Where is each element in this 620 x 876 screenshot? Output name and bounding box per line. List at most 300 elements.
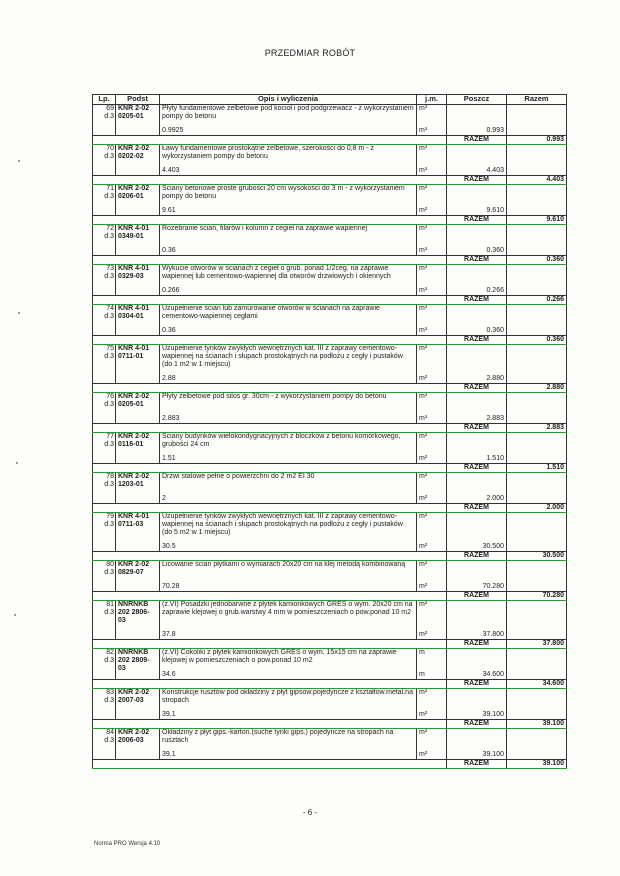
sum-row: [93, 384, 567, 393]
item-number: 69: [106, 105, 114, 112]
item-prefix: d.3: [104, 697, 114, 704]
unit-calc: m²: [419, 375, 428, 382]
item-calculation: 34.6: [162, 671, 176, 678]
norm-position: 202 2809-03: [118, 657, 150, 672]
partial-quantity: 0.266: [486, 287, 504, 294]
cell-razem-empty: [507, 225, 567, 256]
cell-opis: [160, 145, 417, 176]
unit-calc: m: [419, 671, 425, 678]
cell-poszcz: [447, 185, 507, 216]
sum-row: [93, 552, 567, 561]
cell-podst: [116, 185, 160, 216]
unit: m²: [419, 513, 428, 520]
item-description: Licowanie ścian płytkami o wymiarach 20x20 cm na klej metodą kombinowaną: [162, 561, 406, 568]
partial-quantity: 2.000: [486, 495, 504, 502]
razem-label: RAZEM: [447, 176, 507, 185]
razem-label: RAZEM: [447, 384, 507, 393]
razem-label: RAZEM: [447, 424, 507, 433]
cell-jm: [417, 513, 447, 552]
item-description: Okładziny z płyt gips.-karton.(suche tynki gips.) pojedyncze na stropach na rusztach: [162, 729, 394, 744]
norm-code: KNR 2-02: [118, 145, 150, 152]
cell-lp: [93, 185, 116, 216]
partial-quantity: 39.100: [482, 711, 504, 718]
item-calculation: 0.36: [162, 327, 176, 334]
sum-row: [93, 680, 567, 689]
cell-opis: [160, 305, 417, 336]
cell-razem-empty: [507, 433, 567, 464]
unit: m²: [419, 601, 428, 608]
cell-lp: [93, 689, 116, 720]
unit-calc: m²: [419, 751, 428, 758]
item-calculation: 0.9925: [162, 127, 184, 134]
norm-position: 0304-01: [118, 313, 144, 320]
item-calculation: 0.266: [162, 287, 180, 294]
cell-podst: [116, 305, 160, 336]
norm-position: 0205-01: [118, 113, 144, 120]
cell-lp: [93, 345, 116, 384]
norm-code: KNR 2-02: [118, 185, 150, 192]
unit: m²: [419, 345, 428, 352]
item-prefix: d.3: [104, 233, 114, 240]
razem-value: 4.403: [507, 176, 567, 185]
cell-poszcz: [447, 345, 507, 384]
cell-lp: [93, 729, 116, 760]
cell-opis: [160, 513, 417, 552]
unit: m³: [419, 305, 428, 312]
table-row: [93, 561, 567, 592]
table-row: [93, 305, 567, 336]
partial-quantity: 4.403: [486, 167, 504, 174]
item-prefix: d.3: [104, 657, 114, 664]
cell-razem-empty: [507, 105, 567, 136]
table-row: [93, 689, 567, 720]
unit-calc: m²: [419, 543, 428, 550]
norm-code: KNR 2-02: [118, 393, 150, 400]
cell-razem-empty: [507, 513, 567, 552]
unit: m³: [419, 393, 428, 400]
norm-code: NNRNKB: [118, 649, 149, 656]
item-description: Ławy fundamentowe prostokątne żelbetowe, szerokości do 0,8 m - z wykorzystaniem pompy do betonu: [162, 145, 375, 160]
razem-label: RAZEM: [447, 296, 507, 305]
table-row: [93, 601, 567, 640]
razem-value: 70.280: [507, 592, 567, 601]
norm-position: 1203-01: [118, 481, 144, 488]
item-prefix: d.3: [104, 113, 114, 120]
cell-razem-empty: [507, 729, 567, 760]
cell-lp: [93, 433, 116, 464]
unit: m³: [419, 265, 428, 272]
cell-jm: [417, 689, 447, 720]
item-calculation: 70.28: [162, 583, 180, 590]
sum-row: [93, 256, 567, 265]
cell-jm: [417, 265, 447, 296]
cell-jm: [417, 185, 447, 216]
razem-label: RAZEM: [447, 680, 507, 689]
item-description: Rozebranie ścian, filarów i kolumn z cegieł na zaprawie wapiennej: [162, 225, 368, 232]
item-calculation: 2.88: [162, 375, 176, 382]
cell-podst: [116, 689, 160, 720]
unit: m²: [419, 729, 428, 736]
item-number: 84: [106, 729, 114, 736]
norm-code: KNR 2-02: [118, 729, 150, 736]
razem-label: RAZEM: [447, 336, 507, 345]
razem-value: 2.880: [507, 384, 567, 393]
cell-opis: [160, 185, 417, 216]
item-number: 83: [106, 689, 114, 696]
item-prefix: d.3: [104, 441, 114, 448]
cell-podst: [116, 225, 160, 256]
cell-jm: [417, 225, 447, 256]
item-number: 76: [106, 393, 114, 400]
cell-jm: [417, 105, 447, 136]
norm-position: 0349-01: [118, 233, 144, 240]
item-prefix: d.3: [104, 353, 114, 360]
item-description: Płyty fundamentowe żelbetowe pod kocioł i pod podgrzewacz - z wykorzystaniem pompy do betonu: [162, 105, 414, 120]
cell-opis: [160, 433, 417, 464]
razem-value: 2.000: [507, 504, 567, 513]
item-description: Wykucie otworów w ścianach z cegieł o grub. ponad 1/2ceg. na zaprawie wapiennej lub cementowo-wapiennej dla otworów drzwiowych i okiennych: [162, 265, 391, 280]
unit: m³: [419, 145, 428, 152]
cell-lp: [93, 393, 116, 424]
razem-value: 9.610: [507, 216, 567, 225]
table-row: [93, 729, 567, 760]
item-number: 72: [106, 225, 114, 232]
cell-jm: [417, 145, 447, 176]
item-number: 70: [106, 145, 114, 152]
unit-calc: m²: [419, 455, 428, 462]
item-description: Uzupełnienie tynków zwykłych wewnętrznych kat. III z zaprawy cementowo-wapiennej na ścianach i słupach prostokątnych na podłożu z cegły i pustaków (do 1 m2 w 1 miejscu): [162, 345, 403, 368]
table-row: [93, 265, 567, 296]
cell-podst: [116, 105, 160, 136]
cell-podst: [116, 473, 160, 504]
table-row: [93, 225, 567, 256]
cell-lp: [93, 145, 116, 176]
unit: m²: [419, 185, 428, 192]
item-prefix: d.3: [104, 193, 114, 200]
partial-quantity: 34.600: [482, 671, 504, 678]
cell-poszcz: [447, 601, 507, 640]
cell-razem-empty: [507, 601, 567, 640]
cell-poszcz: [447, 561, 507, 592]
item-description: Konstrukcje rusztów pod okładziny z płyt gipsow.pojedyncze z kształtow.metal.na stropach: [162, 689, 413, 704]
table-row: [93, 649, 567, 680]
cell-podst: [116, 433, 160, 464]
cell-lp: [93, 601, 116, 640]
razem-value: 0.360: [507, 256, 567, 265]
header-podst: Podst: [116, 95, 160, 105]
razem-value: 0.360: [507, 336, 567, 345]
document-title: PRZEDMIAR ROBÓT: [264, 48, 356, 58]
item-prefix: d.3: [104, 481, 114, 488]
norm-position: 0116-01: [118, 441, 144, 448]
norm-code: KNR 4-01: [118, 225, 150, 232]
cell-poszcz: [447, 513, 507, 552]
item-number: 74: [106, 305, 114, 312]
unit-calc: m³: [419, 127, 428, 134]
razem-label: RAZEM: [447, 216, 507, 225]
item-number: 80: [106, 561, 114, 568]
cell-lp: [93, 473, 116, 504]
cell-podst: [116, 345, 160, 384]
cell-poszcz: [447, 433, 507, 464]
sum-row: [93, 504, 567, 513]
razem-value: 0.266: [507, 296, 567, 305]
cell-podst: [116, 265, 160, 296]
margin-mark: [18, 160, 20, 162]
margin-mark: [18, 312, 20, 314]
item-calculation: 39.1: [162, 751, 176, 758]
norm-position: 2006-03: [118, 737, 144, 744]
cell-opis: [160, 689, 417, 720]
partial-quantity: 1.510: [486, 455, 504, 462]
sum-row: [93, 592, 567, 601]
item-description: Płyty żelbetowe pod silos gr. 30cm - z wykorzystaniem pompy do betonu: [162, 393, 387, 400]
item-description: Uzupełnienie ścian lub zamurowanie otworów w ścianach na zaprawie cementowo-wapiennej cegłami: [162, 305, 380, 320]
unit-calc: m²: [419, 711, 428, 718]
page-number: - 6 -: [302, 808, 318, 817]
cell-opis: [160, 729, 417, 760]
sum-row: [93, 424, 567, 433]
norm-code: KNR 4-01: [118, 265, 150, 272]
cell-opis: [160, 473, 417, 504]
norm-code: KNR 2-02: [118, 433, 150, 440]
cell-jm: [417, 345, 447, 384]
item-description: (z.VI) Cokoliki z płytek kamionkowych GRES o wym. 15x15 cm na zaprawie klejowej w pomieszczeniach o pow.ponad 10 m2: [162, 649, 397, 664]
cell-jm: [417, 393, 447, 424]
cell-podst: [116, 649, 160, 680]
item-description: Uzupełnienie tynków zwykłych wewnętrznych kat. III z zaprawy cementowo-wapiennej na ścianach i słupach prostokątnych na podłożu z cegły i pustaków (do 5 m2 w 1 miejscu): [162, 513, 403, 536]
partial-quantity: 37.800: [482, 631, 504, 638]
partial-quantity: 0.993: [486, 127, 504, 134]
cell-lp: [93, 225, 116, 256]
cell-lp: [93, 513, 116, 552]
item-description: Drzwi stalowe pełne o powierzchni do 2 m2 EI 30: [162, 473, 315, 480]
sum-row: [93, 640, 567, 649]
item-description: Ściany betonowe proste grubości 20 cm wysokości do 3 m - z wykorzystaniem pompy do betonu: [162, 185, 405, 200]
cell-poszcz: [447, 145, 507, 176]
cell-razem-empty: [507, 305, 567, 336]
sum-row: [93, 216, 567, 225]
razem-label: RAZEM: [447, 640, 507, 649]
cell-razem-empty: [507, 145, 567, 176]
razem-value: 37.800: [507, 640, 567, 649]
unit: m²: [419, 561, 428, 568]
item-calculation: 9.61: [162, 207, 176, 214]
cell-podst: [116, 561, 160, 592]
sum-row: [93, 760, 567, 769]
table-row: [93, 393, 567, 424]
table-row: [93, 185, 567, 216]
norm-code: NNRNKB: [118, 601, 149, 608]
norm-position: 0202-02: [118, 153, 144, 160]
item-calculation: 30.5: [162, 543, 176, 550]
razem-label: RAZEM: [447, 760, 507, 769]
norm-code: KNR 2-02: [118, 105, 150, 112]
partial-quantity: 70.280: [482, 583, 504, 590]
sum-row: [93, 176, 567, 185]
unit-calc: m²: [419, 583, 428, 590]
sum-row: [93, 464, 567, 473]
partial-quantity: 30.500: [482, 543, 504, 550]
unit: m²: [419, 433, 428, 440]
item-description: Ściany budynków wielokondygnacyjnych z bloczków z betonu komórkowego, grubości 24 cm: [162, 433, 401, 448]
item-calculation: 1.51: [162, 455, 176, 462]
cell-razem-empty: [507, 689, 567, 720]
partial-quantity: 0.360: [486, 327, 504, 334]
item-number: 77: [106, 433, 114, 440]
unit: m²: [419, 473, 428, 480]
unit-calc: m³: [419, 327, 428, 334]
razem-value: 34.600: [507, 680, 567, 689]
razem-value: 1.510: [507, 464, 567, 473]
cell-opis: [160, 601, 417, 640]
norm-code: KNR 2-02: [118, 561, 150, 568]
cell-razem-empty: [507, 265, 567, 296]
norm-position: 202 2806-03: [118, 609, 150, 624]
razem-label: RAZEM: [447, 552, 507, 561]
cell-jm: [417, 433, 447, 464]
item-number: 78: [106, 473, 114, 480]
sum-row: [93, 336, 567, 345]
cell-opis: [160, 561, 417, 592]
cell-opis: [160, 225, 417, 256]
cell-poszcz: [447, 393, 507, 424]
item-calculation: 39.1: [162, 711, 176, 718]
cell-poszcz: [447, 225, 507, 256]
item-prefix: d.3: [104, 521, 114, 528]
norm-code: KNR 2-02: [118, 473, 150, 480]
norm-position: 0711-03: [118, 521, 144, 528]
cell-opis: [160, 649, 417, 680]
header-lp: Lp.: [93, 95, 116, 105]
cell-razem-empty: [507, 473, 567, 504]
item-prefix: d.3: [104, 401, 114, 408]
razem-value: 39.100: [507, 760, 567, 769]
cell-lp: [93, 305, 116, 336]
razem-value: 30.500: [507, 552, 567, 561]
footer-software: Norma PRO Wersja 4.10: [94, 841, 161, 847]
cell-lp: [93, 649, 116, 680]
cell-poszcz: [447, 729, 507, 760]
unit-calc: m²: [419, 207, 428, 214]
norm-code: KNR 2-02: [118, 689, 150, 696]
item-number: 81: [106, 601, 114, 608]
cost-estimate-table: [92, 94, 567, 769]
table-row: [93, 513, 567, 552]
margin-mark: [14, 614, 16, 616]
cell-opis: [160, 105, 417, 136]
item-prefix: d.3: [104, 273, 114, 280]
cell-poszcz: [447, 105, 507, 136]
norm-position: 0206-01: [118, 193, 144, 200]
cell-opis: [160, 393, 417, 424]
unit: m³: [419, 105, 428, 112]
item-number: 71: [106, 185, 114, 192]
item-number: 82: [106, 649, 114, 656]
item-prefix: d.3: [104, 737, 114, 744]
cell-jm: [417, 473, 447, 504]
cell-podst: [116, 601, 160, 640]
norm-code: KNR 4-01: [118, 345, 150, 352]
norm-position: 2007-03: [118, 697, 144, 704]
razem-value: 39.100: [507, 720, 567, 729]
cell-podst: [116, 729, 160, 760]
cell-jm: [417, 601, 447, 640]
partial-quantity: 39.100: [482, 751, 504, 758]
norm-code: KNR 4-01: [118, 305, 150, 312]
unit-calc: m³: [419, 415, 428, 422]
cell-jm: [417, 561, 447, 592]
razem-label: RAZEM: [447, 256, 507, 265]
norm-position: 0329-03: [118, 273, 144, 280]
cell-poszcz: [447, 473, 507, 504]
item-prefix: d.3: [104, 569, 114, 576]
cell-razem-empty: [507, 649, 567, 680]
item-number: 75: [106, 345, 114, 352]
header-opis: Opis i wyliczenia: [160, 95, 417, 105]
partial-quantity: 2.880: [486, 375, 504, 382]
norm-position: 0829-07: [118, 569, 144, 576]
table-row: [93, 145, 567, 176]
cell-poszcz: [447, 305, 507, 336]
razem-label: RAZEM: [447, 464, 507, 473]
razem-label: RAZEM: [447, 720, 507, 729]
unit-calc: m²: [419, 631, 428, 638]
cell-razem-empty: [507, 393, 567, 424]
cell-jm: [417, 649, 447, 680]
cell-podst: [116, 393, 160, 424]
table-header-row: [93, 95, 567, 105]
norm-position: 0205-01: [118, 401, 144, 408]
unit-calc: m³: [419, 167, 428, 174]
item-calculation: 37.8: [162, 631, 176, 638]
item-calculation: 2: [162, 495, 166, 502]
cell-jm: [417, 305, 447, 336]
cell-poszcz: [447, 689, 507, 720]
unit-calc: m²: [419, 495, 428, 502]
razem-value: 0.993: [507, 136, 567, 145]
razem-label: RAZEM: [447, 136, 507, 145]
margin-mark: [16, 462, 18, 464]
cell-opis: [160, 265, 417, 296]
item-calculation: 0.36: [162, 247, 176, 254]
cell-lp: [93, 561, 116, 592]
header-jm: j.m.: [417, 95, 447, 105]
cell-podst: [116, 145, 160, 176]
table-row: [93, 433, 567, 464]
table-row: [93, 105, 567, 136]
unit: m³: [419, 225, 428, 232]
unit-calc: m³: [419, 247, 428, 254]
unit-calc: m³: [419, 287, 428, 294]
item-prefix: d.3: [104, 153, 114, 160]
item-calculation: 2.883: [162, 415, 180, 422]
item-description: (z.VI) Posadzki jednobarwne z płytek kamionkowych GRES o wym. 20x20 cm na zaprawie klejowej o grub.warstwy 4 mm w pomieszczeniach o pow.ponad 10 m2: [162, 601, 413, 616]
item-prefix: d.3: [104, 609, 114, 616]
razem-value: 2.883: [507, 424, 567, 433]
unit: m: [419, 649, 425, 656]
norm-code: KNR 4-01: [118, 513, 150, 520]
cell-jm: [417, 729, 447, 760]
cell-opis: [160, 345, 417, 384]
item-number: 79: [106, 513, 114, 520]
cell-poszcz: [447, 649, 507, 680]
sum-row: [93, 136, 567, 145]
partial-quantity: 2.883: [486, 415, 504, 422]
razem-label: RAZEM: [447, 504, 507, 513]
table-row: [93, 345, 567, 384]
partial-quantity: 9.610: [486, 207, 504, 214]
